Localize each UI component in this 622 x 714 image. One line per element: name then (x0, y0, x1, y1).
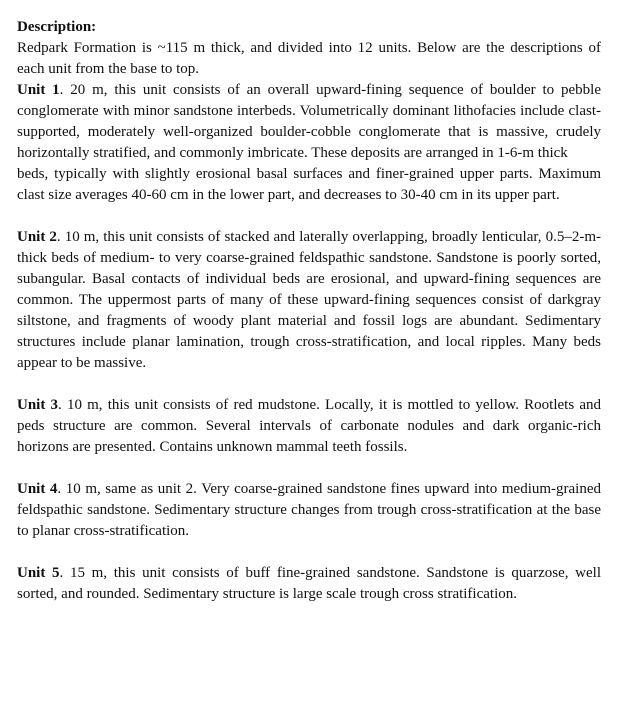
unit-1-paragraph (17, 80, 601, 164)
unit-3-label: Unit 3 (17, 397, 59, 413)
unit-3-text: . 10 m, this unit consists of red mudstone. Locally, it is mottled to yellow. Rootlets and peds structure are common. Several intervals of carbonate nodules and dark organic-rich horizons are presented. Contains unknown mammal teeth fossils. (17, 397, 602, 455)
unit-2-paragraph (17, 227, 601, 374)
unit-2-text: . 10 m, this unit consists of stacked and laterally overlapping, broadly lenticular, 0.5–2-m-thick beds of medium- to very coarse-grained feldspathic sandstone. Sandstone is poorly sorted, subangular. Basal contacts of individual beds are erosional, and upward-fining sequences are common. The uppermost parts of many of these upward-fining sequences consist of darkgray siltstone, and fragments of woody plant material and fossil logs are abundant. Sedimentary structures include planar lamination, trough cross-stratification, and local ripples. Many beds appear to be massive. (17, 229, 601, 371)
unit-4-text: . 10 m, same as unit 2. Very coarse-grained sandstone fines upward into medium-grained feldspathic sandstone. Sedimentary structure changes from trough cross-stratification at the base to planar cross-stratification. (17, 481, 602, 539)
unit-5-label: Unit 5 (17, 565, 60, 581)
intro-paragraph: Redpark Formation is ~115 m thick, and divided into 12 units. Below are the descriptions of each unit from the base to top. (17, 40, 601, 77)
unit-5-paragraph (17, 563, 601, 605)
description-heading: Description: (17, 19, 97, 35)
unit-2-label: Unit 2 (17, 229, 57, 245)
document-body (17, 17, 601, 605)
unit-1-label: Unit 1 (17, 82, 60, 98)
unit-5-text: . 15 m, this unit consists of buff fine-grained sandstone. Sandstone is quarzose, well sorted, and rounded. Sedimentary structure is large scale trough cross stratification. (17, 565, 601, 602)
unit-4-label: Unit 4 (17, 481, 58, 497)
unit-3-paragraph (17, 395, 601, 458)
unit-1-text: . 20 m, this unit consists of an overall upward-fining sequence of boulder to pebble conglomerate with minor sandstone interbeds. Volumetrically dominant lithofacies include clast-supported, moderately well-organized boulder-cobble conglomerate that is massive, crudely horizontally stratified, and commonly imbricate. These deposits are arranged in 1-6-m thick (17, 82, 601, 161)
unit-4-paragraph (17, 479, 601, 542)
unit-1-continuation: beds, typically with slightly erosional basal surfaces and finer-grained upper parts. Maximum clast size averages 40-60 cm in the lower part, and decreases to 30-40 cm in its upper part. (17, 166, 601, 203)
